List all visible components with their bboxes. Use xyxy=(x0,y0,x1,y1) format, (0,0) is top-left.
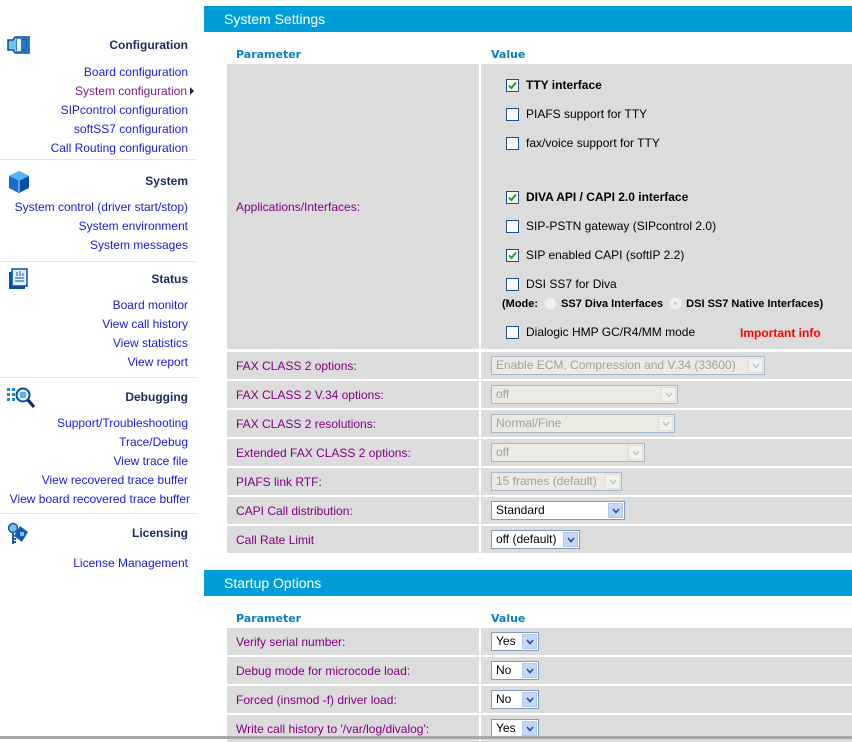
chevron-down-icon xyxy=(658,416,673,431)
setting-row-fax-class2-v34-options xyxy=(227,381,852,408)
checkbox-sip-enabled-capi[interactable] xyxy=(506,248,684,262)
checkbox-label: DSI SS7 for Diva xyxy=(526,277,617,291)
checkbox-checked[interactable] xyxy=(506,249,519,262)
value-cell xyxy=(481,497,852,524)
parameter-label: CAPI Call distribution: xyxy=(227,497,479,524)
setting-row-capi-call-distribution xyxy=(227,497,852,524)
sidebar-item-license-management[interactable]: License Management xyxy=(73,556,188,570)
sidebar-section-debugging xyxy=(0,384,196,514)
parameter-label: FAX CLASS 2 resolutions: xyxy=(227,410,479,437)
checkbox-unchecked[interactable] xyxy=(506,108,519,121)
sidebar-item-system-configuration[interactable] xyxy=(0,82,196,101)
sidebar-item-sipcontrol-configuration[interactable]: SIPcontrol configuration xyxy=(60,103,188,117)
select-value: Enable ECM, Compression and V.34 (33600) xyxy=(496,358,736,372)
value-cell xyxy=(481,439,852,466)
chevron-down-icon xyxy=(608,503,623,518)
checkbox-unchecked[interactable] xyxy=(506,137,519,150)
radio-dsi-ss7-native-interfaces[interactable] xyxy=(669,297,682,310)
checkbox-unchecked[interactable] xyxy=(506,326,519,339)
column-header-value: Value xyxy=(491,612,526,625)
fax-class2-v34-select[interactable] xyxy=(491,385,678,404)
select-value: off xyxy=(496,445,510,459)
capi-call-distribution-select[interactable] xyxy=(491,501,625,520)
debug-mode-microcode-select[interactable] xyxy=(491,661,539,680)
radio-ss7-diva-interfaces[interactable] xyxy=(544,297,557,310)
important-info-link[interactable]: Important info xyxy=(740,326,821,340)
setting-row-fax-class2-resolutions xyxy=(227,410,852,437)
value-cell xyxy=(481,657,852,684)
chevron-down-icon xyxy=(522,692,537,707)
sidebar-item-system-environment[interactable]: System environment xyxy=(78,219,188,233)
sidebar-item-view-recovered-trace-buffer[interactable]: View recovered trace buffer xyxy=(41,473,188,487)
checkbox-label: TTY interface xyxy=(526,78,602,92)
value-cell xyxy=(481,410,852,437)
chevron-down-icon xyxy=(748,358,763,373)
select-value: 15 frames (default) xyxy=(496,474,597,488)
piafs-link-rtf-select[interactable] xyxy=(491,472,622,491)
checkbox-label: Dialogic HMP GC/R4/MM mode xyxy=(526,325,696,339)
checkbox-label: PIAFS support for TTY xyxy=(526,107,648,121)
sidebar-item-system-control[interactable]: System control (driver start/stop) xyxy=(14,200,188,214)
select-value: off (default) xyxy=(496,532,557,546)
checkbox-unchecked[interactable] xyxy=(506,220,519,233)
sidebar-item-call-routing-configuration[interactable]: Call Routing configuration xyxy=(50,141,188,155)
value-cell xyxy=(481,352,852,379)
sidebar-item-softss7-configuration[interactable]: softSS7 configuration xyxy=(73,122,188,136)
fax-class2-resolutions-select[interactable] xyxy=(491,414,675,433)
startup-row-verify-serial-number xyxy=(227,628,852,655)
parameter-label: Call Rate Limit xyxy=(227,526,479,553)
verify-serial-number-select[interactable] xyxy=(491,632,539,651)
checkbox-tty-interface[interactable] xyxy=(506,78,602,92)
fax-class2-options-select[interactable] xyxy=(491,356,765,375)
sidebar-item-board-configuration[interactable]: Board configuration xyxy=(83,65,188,79)
sidebar-section-title: Debugging xyxy=(125,390,188,404)
active-arrow-icon xyxy=(190,87,194,95)
startup-options-header: Startup Options xyxy=(204,570,852,596)
sidebar-item-view-board-recovered-trace-buffer[interactable]: View board recovered trace buffer xyxy=(9,492,190,506)
call-rate-limit-select[interactable] xyxy=(491,530,580,549)
sidebar-item-label: System configuration xyxy=(74,84,187,98)
chevron-down-icon xyxy=(605,474,620,489)
system-cube-icon xyxy=(6,170,32,192)
status-document-icon xyxy=(6,268,32,290)
licensing-key-icon xyxy=(6,522,32,544)
checkbox-unchecked[interactable] xyxy=(506,278,519,291)
checkbox-label: fax/voice support for TTY xyxy=(526,136,660,150)
checkbox-label: SIP enabled CAPI (softIP 2.2) xyxy=(526,248,685,262)
checkbox-dialogic-hmp[interactable] xyxy=(506,325,695,339)
sidebar-item-view-statistics[interactable]: View statistics xyxy=(112,336,188,350)
checkbox-checked[interactable] xyxy=(506,79,519,92)
sidebar-nav xyxy=(0,0,200,580)
radio-label: SS7 Diva Interfaces xyxy=(561,297,664,310)
startup-row-forced-driver-load xyxy=(227,686,852,713)
chevron-down-icon xyxy=(563,532,578,547)
sidebar-section-licensing xyxy=(0,520,196,576)
parameter-label: PIAFS link RTF: xyxy=(227,468,479,495)
select-value: off xyxy=(496,387,510,401)
value-cell xyxy=(481,526,852,553)
value-cell xyxy=(481,628,852,655)
select-value: No xyxy=(496,663,512,677)
parameter-label: Applications/Interfaces: xyxy=(227,64,479,349)
checkbox-label: DIVA API / CAPI 2.0 interface xyxy=(526,190,689,204)
radio-label: DSI SS7 Native Interfaces) xyxy=(686,297,824,310)
sidebar-section-status xyxy=(0,266,196,378)
select-value: Yes xyxy=(496,634,516,648)
setting-row-piafs-link-rtf xyxy=(227,468,852,495)
checkbox-sip-pstn-gateway[interactable] xyxy=(506,219,716,233)
chevron-down-icon xyxy=(522,634,537,649)
sidebar-section-title: Licensing xyxy=(131,526,188,540)
ss7-mode-selector xyxy=(502,297,823,310)
parameter-label: FAX CLASS 2 V.34 options: xyxy=(227,381,479,408)
setting-row-call-rate-limit xyxy=(227,526,852,553)
sidebar-item-support-troubleshooting[interactable]: Support/Troubleshooting xyxy=(57,416,188,430)
sidebar-item-system-messages[interactable]: System messages xyxy=(89,238,188,252)
checkbox-diva-api-capi[interactable] xyxy=(506,190,688,204)
sidebar-section-title: Configuration xyxy=(109,38,188,52)
parameter-label: Debug mode for microcode load: xyxy=(227,657,479,684)
checkbox-label: SIP-PSTN gateway (SIPcontrol 2.0) xyxy=(526,219,717,233)
extended-fax-class2-select[interactable] xyxy=(491,443,645,462)
forced-driver-load-select[interactable] xyxy=(491,690,539,709)
sidebar-item-trace-debug[interactable]: Trace/Debug xyxy=(119,435,188,449)
value-cell xyxy=(481,468,852,495)
value-cell xyxy=(481,686,852,713)
checkbox-checked[interactable] xyxy=(506,191,519,204)
value-cell xyxy=(481,381,852,408)
debugging-magnifier-icon xyxy=(6,386,32,408)
parameter-label: Verify serial number: xyxy=(227,628,479,655)
sidebar-item-view-report[interactable]: View report xyxy=(127,355,188,369)
chevron-down-icon xyxy=(522,663,537,678)
sidebar-section-configuration xyxy=(0,32,196,160)
sidebar-section-title: Status xyxy=(151,272,188,286)
chevron-down-icon xyxy=(628,445,643,460)
setting-row-fax-class2-options xyxy=(227,352,852,379)
column-header-parameter: Parameter xyxy=(236,612,302,625)
sidebar-section-title: System xyxy=(145,174,188,188)
sidebar-item-board-monitor[interactable]: Board monitor xyxy=(112,298,188,312)
column-header-parameter: Parameter xyxy=(236,48,302,61)
configuration-icon xyxy=(6,34,32,56)
checkbox-piafs-support[interactable] xyxy=(506,107,647,121)
parameter-label: Forced (insmod -f) driver load: xyxy=(227,686,479,713)
startup-row-debug-mode-microcode xyxy=(227,657,852,684)
select-value: Normal/Fine xyxy=(496,416,562,430)
select-value: Yes xyxy=(496,721,516,735)
sidebar-item-view-trace-file[interactable]: View trace file xyxy=(113,454,188,468)
chevron-down-icon xyxy=(661,387,676,402)
select-value: No xyxy=(496,692,512,706)
chevron-down-icon xyxy=(522,721,537,736)
parameter-label: Write call history to '/var/log/divalog': xyxy=(227,715,479,742)
setting-row-extended-fax-class2-options xyxy=(227,439,852,466)
checkbox-dsi-ss7[interactable] xyxy=(506,277,617,291)
checkbox-fax-voice-support[interactable] xyxy=(506,136,660,150)
sidebar-section-system xyxy=(0,168,196,262)
column-header-value: Value xyxy=(491,48,526,61)
system-settings-header: System Settings xyxy=(204,6,852,32)
parameter-label: Extended FAX CLASS 2 options: xyxy=(227,439,479,466)
select-value: Standard xyxy=(496,503,545,517)
sidebar-item-view-call-history[interactable]: View call history xyxy=(102,317,188,331)
parameter-label: FAX CLASS 2 options: xyxy=(227,352,479,379)
mode-prefix: (Mode: xyxy=(502,297,539,310)
